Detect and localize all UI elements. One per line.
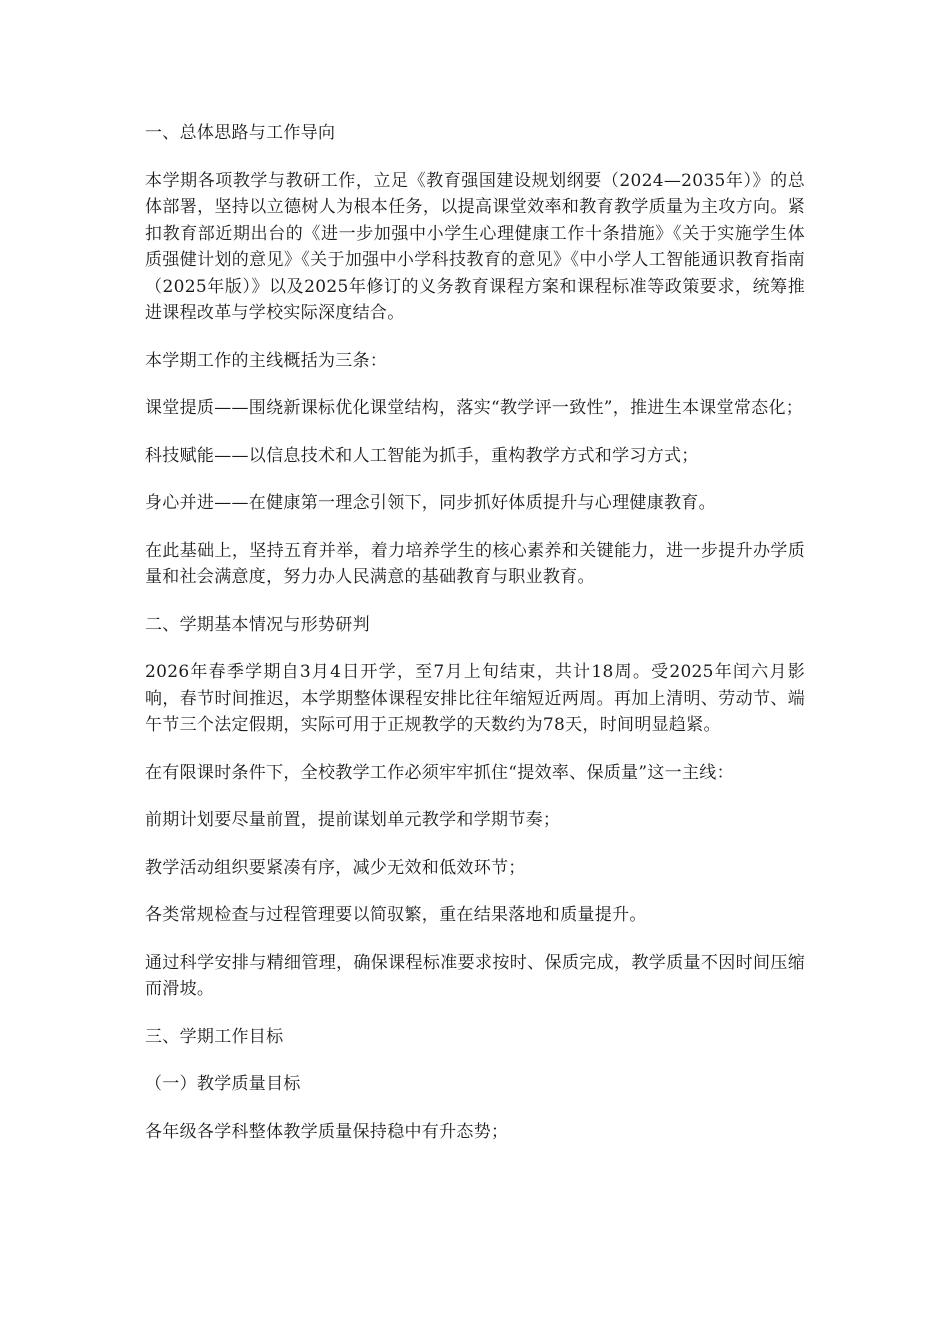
paragraph-mainline-tech: 科技赋能——以信息技术和人工智能为抓手，重构教学方式和学习方式； [145, 445, 699, 466]
paragraph-compact-activities: 教学活动组织要紧凑有序，减少无效和低效环节； [145, 857, 526, 878]
paragraph-mainline-health: 身心并进——在健康第一理念引领下，同步抓好体质提升与心理健康教育。 [145, 493, 716, 513]
paragraph-quality-goal: 各年级各学科整体教学质量保持稳中有升态势； [145, 1121, 509, 1142]
paragraph-simplify-checks: 各类常规检查与过程管理要以简驭繁，重在结果落地和质量提升。 [145, 905, 647, 925]
paragraph-mainline-classroom: 课堂提质——围绕新课标优化课堂结构，落实“教学评一致性”，推进生本课堂常态化； [145, 398, 804, 418]
paragraph-efficiency-intro: 在有限课时条件下，全校教学工作必须牢牢抓住“提效率、保质量”这一主线： [145, 762, 734, 783]
section-heading-2: 二、学期基本情况与形势研判 [145, 614, 370, 635]
paragraph-mainline-intro: 本学期工作的主线概括为三条： [145, 350, 388, 371]
paragraph-plan-ahead: 前期计划要尽量前置，提前谋划单元教学和学期节奏； [145, 810, 561, 830]
document-body [145, 120, 805, 1166]
paragraph-five-education: 在此基础上，坚持五育并举，着力培养学生的核心素养和关键能力，进一步提升办学质量和社会满意度，努力办人民满意的基础教育与职业教育。 [145, 540, 805, 587]
section-heading-1: 一、总体思路与工作导向 [145, 123, 336, 143]
subsection-heading-1: （一）教学质量目标 [145, 1074, 301, 1094]
paragraph-overview: 本学期各项教学与教研工作，立足《教育强国建设规划纲要（2024—2035年）》的总体部署，坚持以立德树人为根本任务，以提高课堂效率和教育教学质量为主攻方向。紧扣教育部近期出台的《进一步加强中小学生心理健康工作十条措施》《关于实施学生体质强健计划的意见》《关于加强中小学科技教育的意见》《中小学人工智能通识教育指南（2025年版）》以及2025年修订的义务教育课程方案和课程标准等政策要求，统筹推进课程改革与学校实际深度结合。 [145, 170, 805, 323]
paragraph-semester-info: 2026年春季学期自3月4日开学，至7月上旬结束，共计18周。受2025年闰六月影响，春节时间推迟，本学期整体课程安排比往年缩短近两周。再加上清明、劳动节、端午节三个法定假期，实际可用于正规教学的天数约为78天，时间明显趋紧。 [145, 662, 805, 735]
section-heading-3: 三、学期工作目标 [145, 1026, 284, 1047]
paragraph-ensure-quality: 通过科学安排与精细管理，确保课程标准要求按时、保质完成，教学质量不因时间压缩而滑坡。 [145, 952, 805, 999]
